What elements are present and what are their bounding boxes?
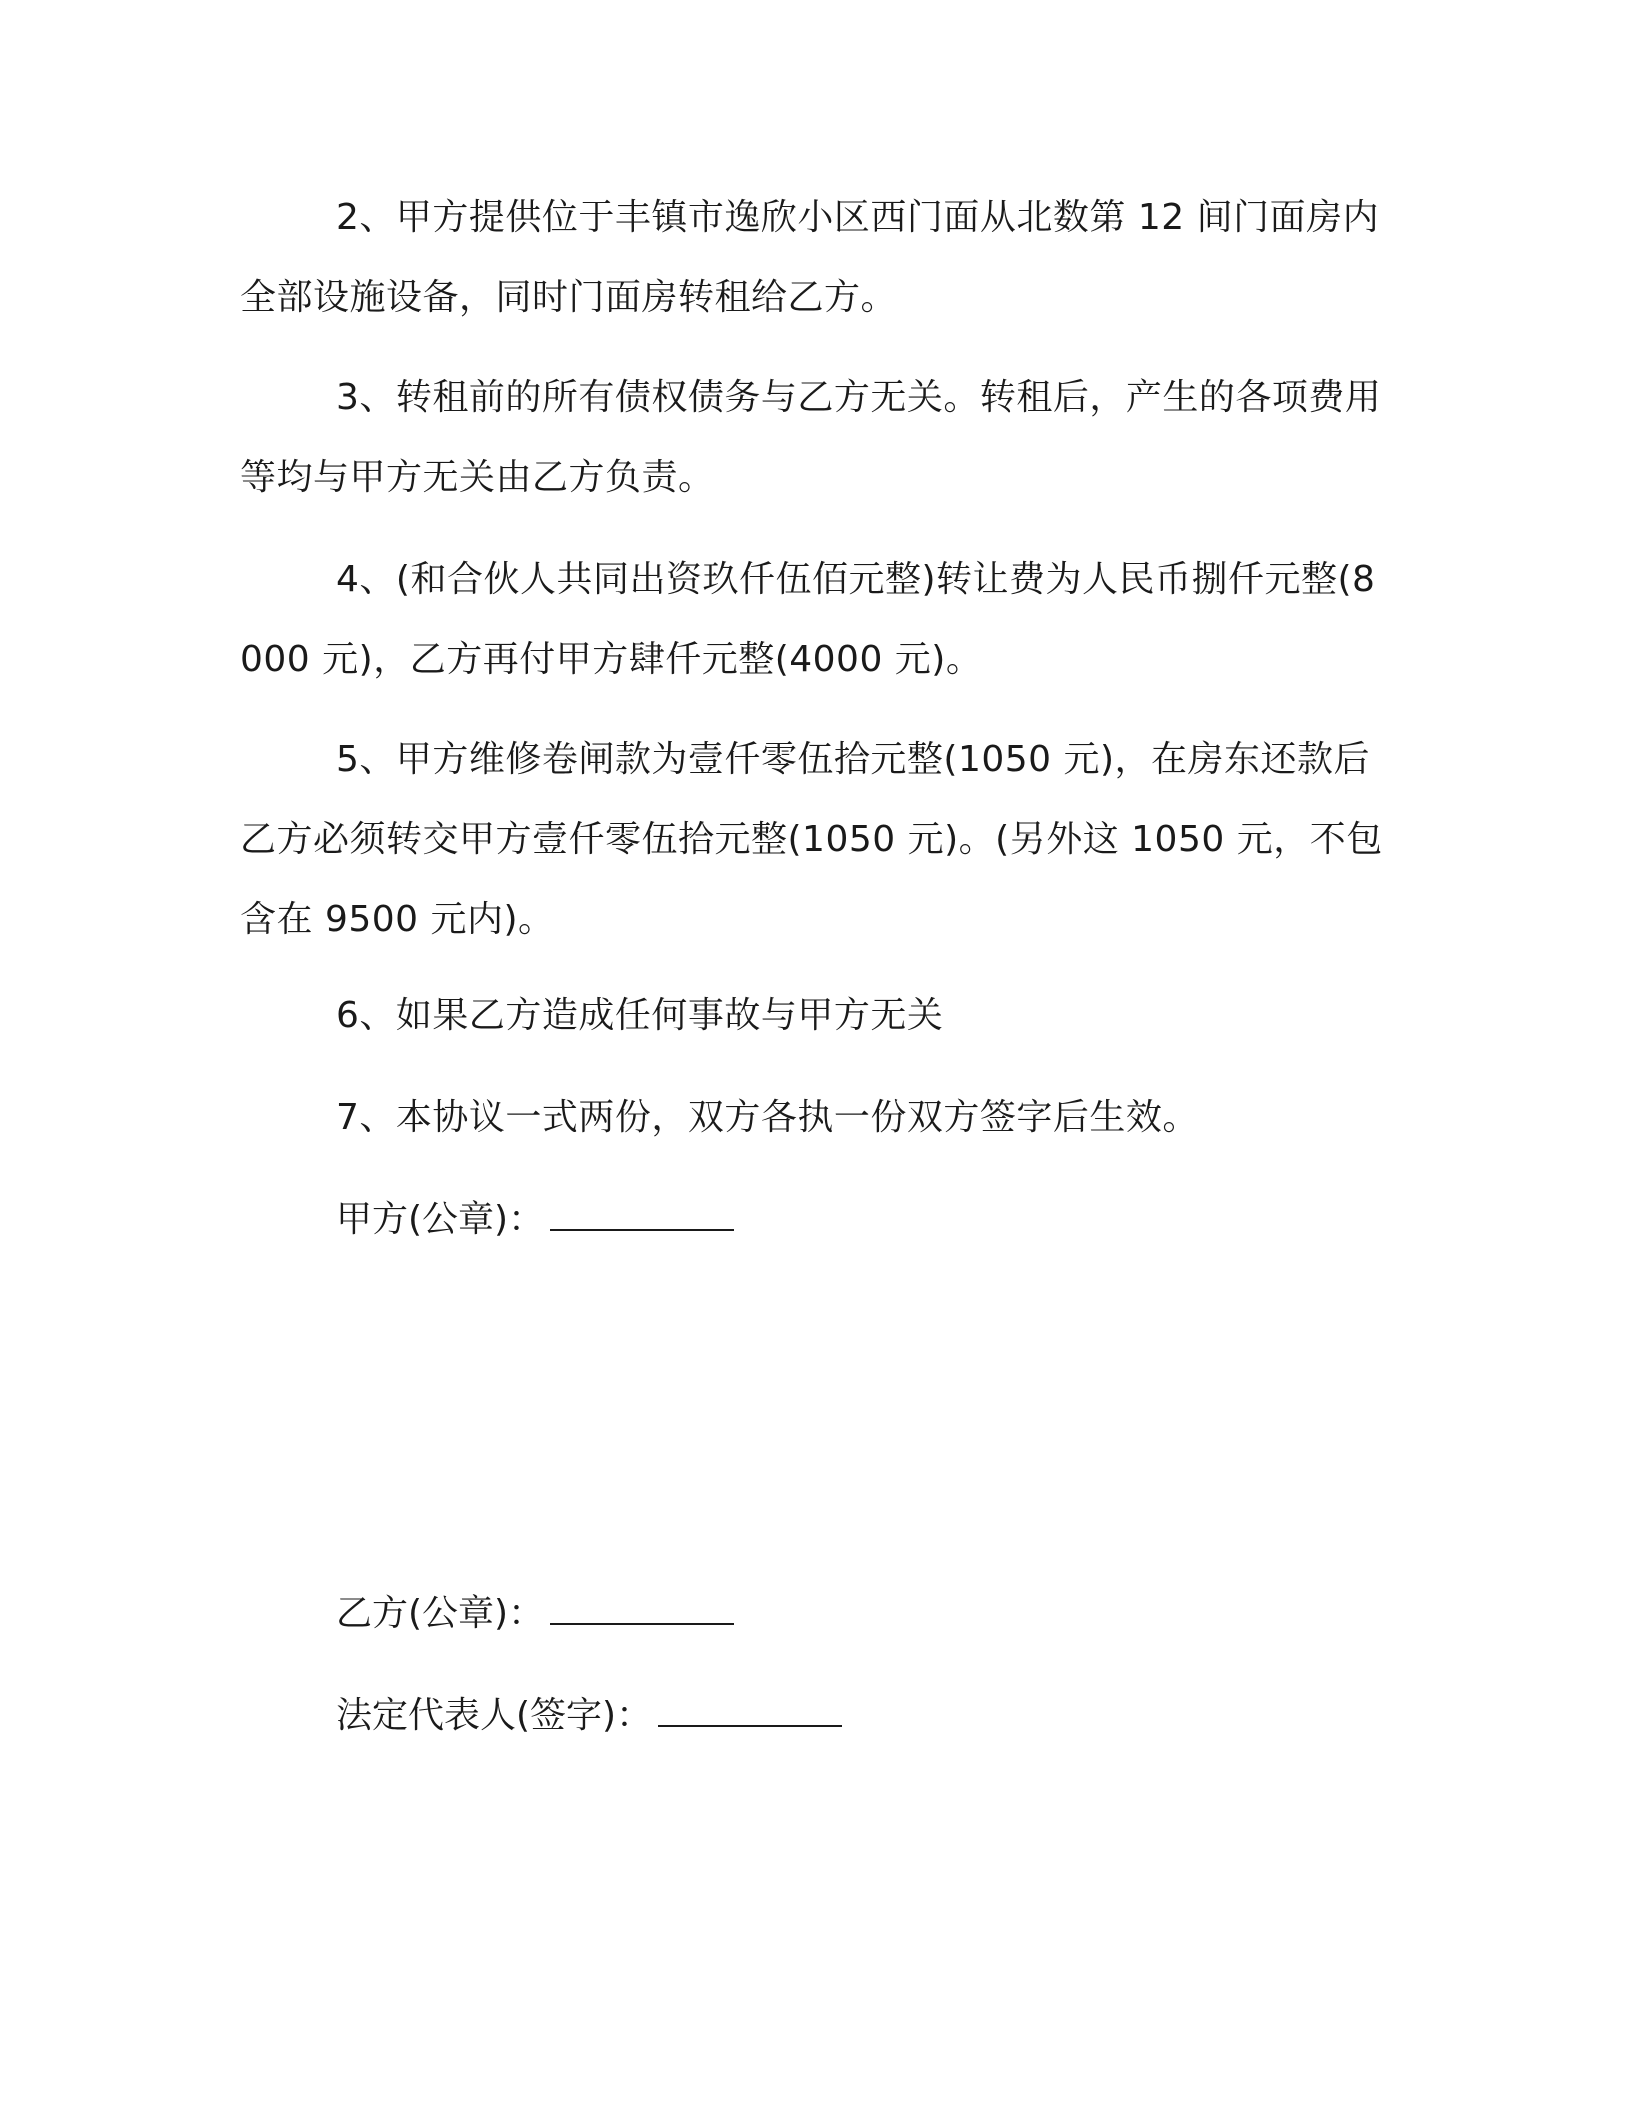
clause-5: 5、甲方维修卷闸款为壹仟零伍拾元整(1050 元)，在房东还款后乙方必须转交甲方壹仟零伍拾元整(1050 元)。(另外这 1050 元，不包含在 9500 元内)。 — [240, 739, 1383, 940]
clause-4: 4、(和合伙人共同出资玖仟伍佰元整)转让费为人民币捌仟元整(8000 元)，乙方再付甲方肆仟元整(4000 元)。 — [240, 559, 1376, 680]
clause-3: 3、转租前的所有债权债务与乙方无关。转租后，产生的各项费用等均与甲方无关由乙方负责。 — [240, 377, 1382, 498]
signature-party-b — [336, 1574, 734, 1654]
signature-party-a — [336, 1180, 734, 1260]
clause-6: 6、如果乙方造成任何事故与甲方无关 — [336, 995, 944, 1036]
signature-party-b-label: 乙方(公章)： — [336, 1593, 545, 1634]
signature-party-a-blank[interactable] — [550, 1195, 734, 1231]
signature-party-a-label: 甲方(公章)： — [336, 1199, 545, 1240]
clause-7: 7、本协议一式两份，双方各执一份双方签字后生效。 — [336, 1097, 1199, 1138]
signature-legal-rep-blank[interactable] — [658, 1691, 842, 1727]
signature-legal-rep — [336, 1676, 842, 1756]
clause-2: 2、甲方提供位于丰镇市逸欣小区西门面从北数第 12 间门面房内全部设施设备，同时门面房转租给乙方。 — [240, 197, 1380, 318]
signature-party-b-blank[interactable] — [550, 1589, 734, 1625]
signature-legal-rep-label: 法定代表人(签字)： — [336, 1695, 653, 1736]
